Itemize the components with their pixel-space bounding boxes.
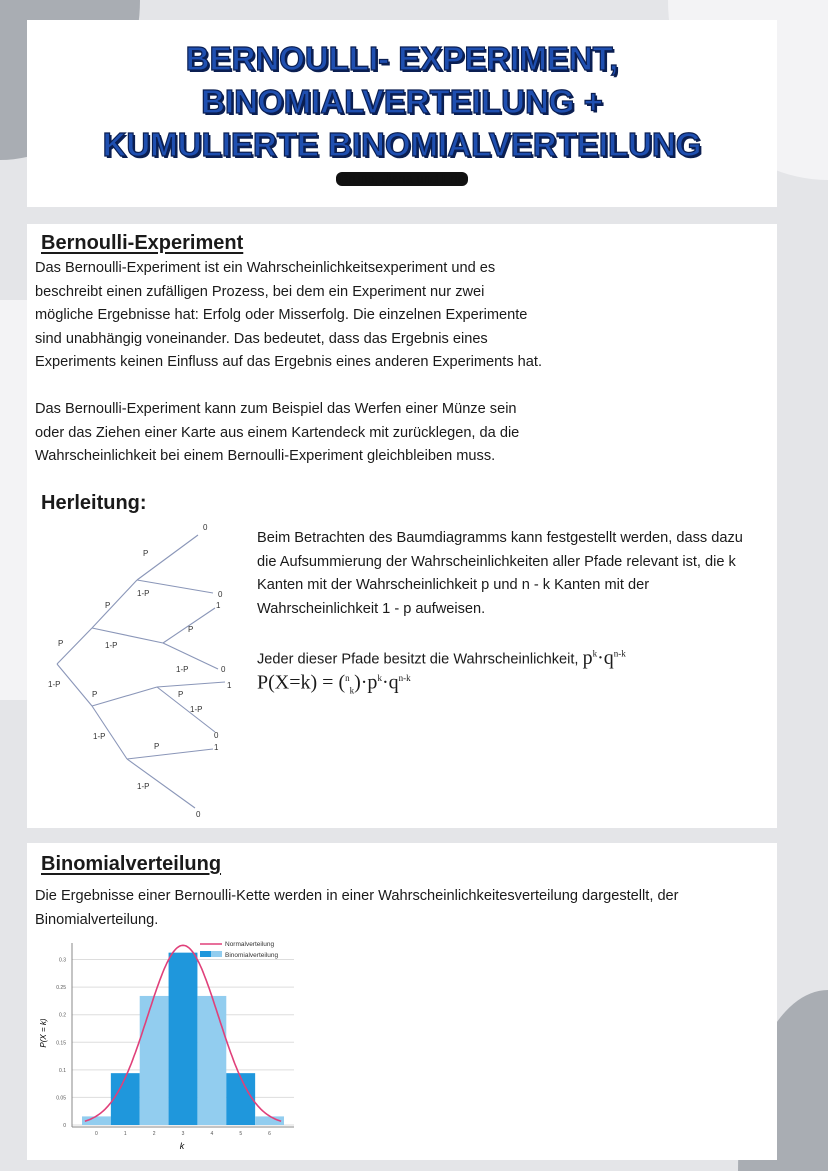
path-formula: $p^k\cdot q^{n-k}$ <box>582 646 626 669</box>
tree-label: 1-P <box>105 641 118 650</box>
redacted-authors: Bruno, Jiana und Eric <box>336 172 468 186</box>
x-tick-label: 2 <box>152 1131 156 1137</box>
tree-label: P <box>58 639 64 648</box>
y-tick-label: 0.05 <box>56 1095 66 1102</box>
paragraph: Das Bernoulli-Experiment kann zum Beispiel das Werfen einer Münze sein oder das Ziehen einer Karte aus einem Kartendeck mit zurücklegen, da die Wahrscheinlichkeit bei einem Bernoulli-Experiment gleichbleiben muss. <box>35 401 520 464</box>
tree-branch <box>157 682 225 687</box>
tree-label: 1-P <box>137 589 150 598</box>
x-tick-label: 6 <box>268 1131 271 1137</box>
tree-branch <box>57 664 92 706</box>
tree-label: 1 <box>227 681 232 690</box>
y-tick-label: 0 <box>63 1123 66 1129</box>
tree-label: P <box>188 625 194 634</box>
tree-label: 1 <box>216 601 221 610</box>
tree-label: 1-P <box>190 705 203 714</box>
y-tick-label: 0.15 <box>56 1040 66 1047</box>
binomial-formula: $P(X=k) = (^n_k)\cdot p^k\cdot q^{n-k}$ <box>257 671 411 696</box>
tree-label: P <box>154 742 160 751</box>
legend-label: Binomialverteilung <box>225 952 279 959</box>
tree-label: P <box>92 690 98 699</box>
x-axis-label: k <box>179 1141 185 1151</box>
tree-label: 0 <box>221 665 226 674</box>
tree-label: 1-P <box>48 680 61 689</box>
x-tick-label: 5 <box>239 1131 243 1137</box>
section-heading: Bernoulli-Experiment <box>41 232 244 254</box>
section-heading: Binomialverteilung <box>41 853 222 875</box>
y-tick-label: 0.3 <box>59 957 66 964</box>
x-tick-label: 3 <box>181 1131 185 1137</box>
y-tick-label: 0.1 <box>59 1067 66 1074</box>
tree-label: P <box>178 690 184 699</box>
tree-branch <box>92 580 137 628</box>
binomial-card <box>27 843 777 1160</box>
legend-swatch <box>200 951 211 957</box>
tree-label: P <box>143 549 149 558</box>
tree-label: 1-P <box>176 665 189 674</box>
tree-label: 1-P <box>137 782 150 791</box>
path-text: Jeder dieser Pfade besitzt die Wahrscheinlichkeit, <box>257 651 579 668</box>
tree-branch <box>92 687 157 706</box>
x-tick-label: 4 <box>210 1131 214 1137</box>
tree-label: 0 <box>214 731 219 740</box>
paragraph: Die Ergebnisse einer Bernoulli-Kette werden in einer Wahrscheinlichkeitesverteilung dargestellt, der Binomialverteilung. <box>35 888 679 928</box>
paragraph: Beim Betrachten des Baumdiagramms kann festgestellt werden, dass dazu die Aufsummierung der Wahrscheinlichkeiten aller Pfade relevant ist, die k Kanten mit der Wahrscheinlichkeit p und n - k Kanten mit der Wahrscheinlichkeit 1 - p aufweisen. <box>257 530 743 617</box>
tree-label: 0 <box>203 523 208 532</box>
tree-branch <box>92 628 163 643</box>
x-tick-label: 1 <box>123 1131 127 1137</box>
title-line: BINOMIALVERTEILUNG + <box>201 83 603 120</box>
tree-label: 1 <box>214 743 219 752</box>
tree-branch <box>127 749 213 759</box>
bar <box>226 1073 255 1125</box>
tree-label: 0 <box>196 810 201 819</box>
legend-label: Normalverteilung <box>225 941 275 948</box>
title-line: KUMULIERTE BINOMIALVERTEILUNG <box>102 126 702 163</box>
tree-branch <box>157 687 215 732</box>
bar <box>169 953 198 1125</box>
tree-label: 0 <box>218 590 223 599</box>
y-tick-label: 0.25 <box>56 985 66 992</box>
y-axis-label: P(X = k) <box>39 1018 48 1048</box>
title-line: BERNOULLI- EXPERIMENT, <box>185 40 619 77</box>
tree-diagram <box>0 0 260 830</box>
tree-label: P <box>105 601 111 610</box>
tree-branch <box>163 643 218 669</box>
x-tick-label: 0 <box>95 1131 98 1137</box>
tree-label: 1-P <box>93 732 106 741</box>
bar <box>197 996 226 1125</box>
bar <box>140 996 169 1125</box>
paragraph: Das Bernoulli-Experiment ist ein Wahrscheinlichkeitsexperiment und es beschreibt einen zufälligen Prozess, bei dem ein Experiment nur zwei mögliche Ergebnisse hat: Erfolg oder Misserfolg. Die einzelnen Experimente sind unabhängig voneinander. Das bedeutet, dass das Ergebnis eines Experiments keinen Einfluss auf das Ergebnis eines anderen Experiments hat. <box>35 260 543 370</box>
y-tick-label: 0.2 <box>59 1012 66 1019</box>
legend-swatch <box>211 951 222 957</box>
bar <box>111 1073 140 1125</box>
section-heading: Herleitung: <box>41 492 147 514</box>
binomial-chart <box>32 933 302 1158</box>
